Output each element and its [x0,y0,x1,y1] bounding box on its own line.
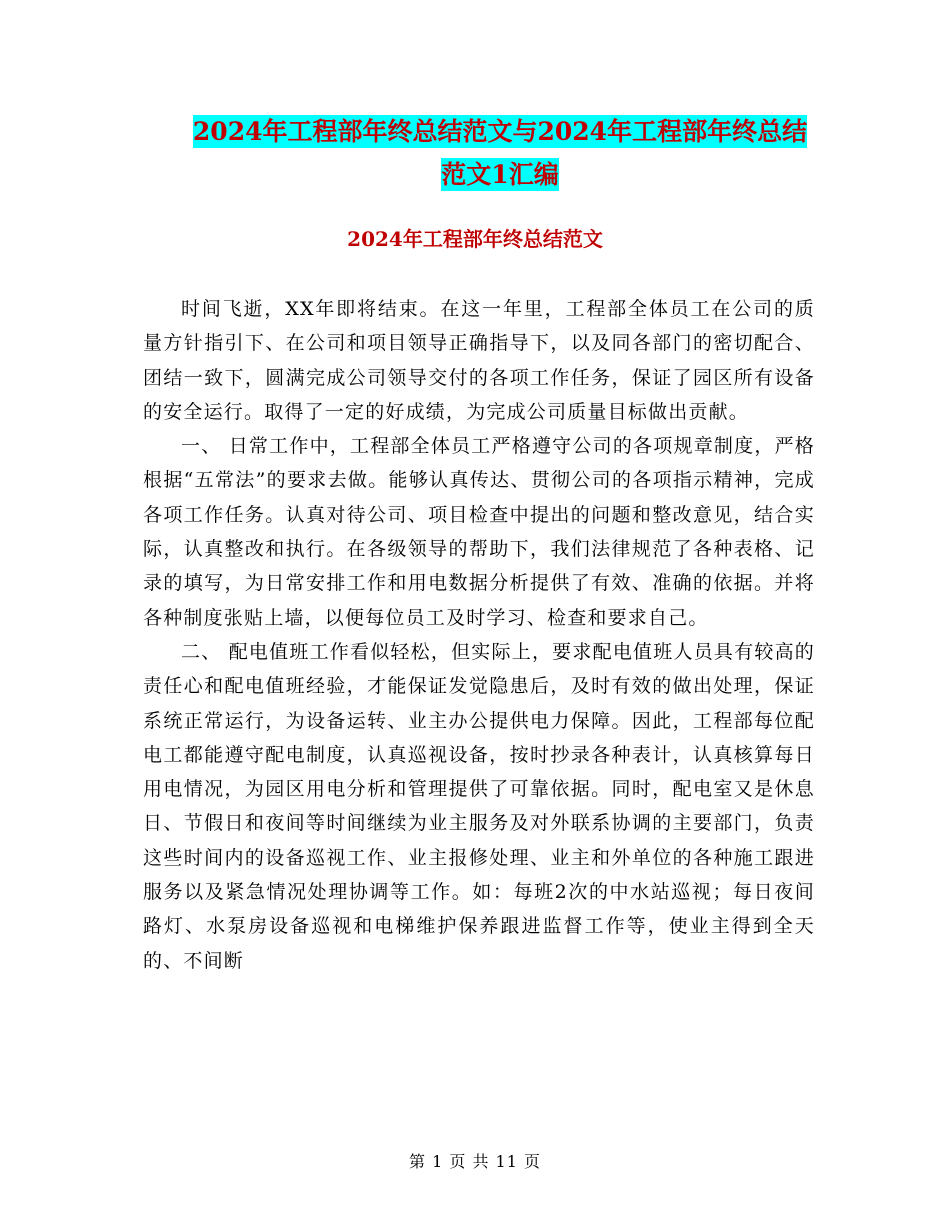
document-title-line-2 [120,153,880,197]
body-text [143,292,815,978]
paragraph-power-duty: 二、 配电值班工作看似轻松，但实际上，要求配电值班人员具有较高的责任心和配电值班经验，才能保证发觉隐患后，及时有效的做出处理，保证系统正常运行，为设备运转、业主办公提供电力保障。因此，工程部每位配电工都能遵守配电制度，认真巡视设备，按时抄录各种表计，认真核算每日用电情况，为园区用电分析和管理提供了可靠依据。同时，配电室又是休息日、节假日和夜间等时间继续为业主服务及对外联系协调的主要部门，负责这些时间内的设备巡视工作、业主报修处理、业主和外单位的各种施工跟进服务以及紧急情况处理协调等工作。如：每班2次的中水站巡视；每日夜间路灯、水泵房设备巡视和电梯维护保养跟进监督工作等，使业主得到全天的、不间断 [143,640,815,972]
title-highlight: 范文1汇编 [441,160,559,189]
title-highlight: 2024年工程部年终总结范文与2024年工程部年终总结 [192,117,808,146]
page-footer [0,1150,950,1174]
paragraph-intro: 时间飞逝，XX年即将结束。在这一年里，工程部全体员工在公司的质量方针指引下、在公司和项目领导正确指导下，以及同各部门的密切配合、团结一致下，圆满完成公司领导交付的各项工作任务，保证了园区所有设备的安全运行。取得了一定的好成绩，为完成公司质量目标做出贡献。 [143,298,815,423]
page-number: 第 1 页 共 11 页 [409,1152,541,1171]
paragraph-daily-work: 一、 日常工作中，工程部全体员工严格遵守公司的各项规章制度，严格根据“五常法”的要求去做。能够认真传达、贯彻公司的各项指示精神，完成各项工作任务。认真对待公司、项目检查中提出的问题和整改意见，结合实际，认真整改和执行。在各级领导的帮助下，我们法律规范了各种表格、记录的填写，为日常安排工作和用电数据分析提供了有效、准确的依据。并将各种制度张贴上墙，以便每位员工及时学习、检查和要求自己。 [143,435,815,629]
section-title: 2024年工程部年终总结范文 [347,227,603,251]
document-title-line-1 [120,110,880,154]
